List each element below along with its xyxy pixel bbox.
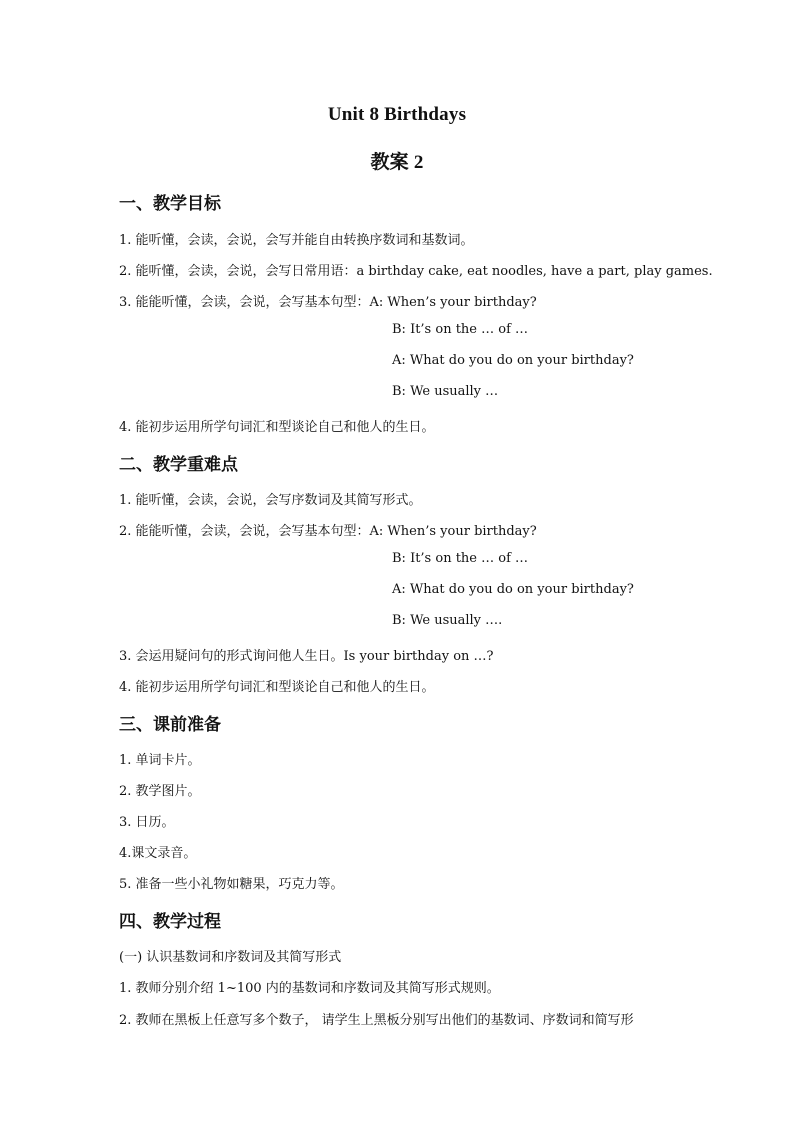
key-point-line-1: 1. 能听懂，会读，会说，会写序数词及其简写形式。 — [119, 493, 422, 508]
procedure-line-1: 1. 教师分别介绍 1~100 内的基数词和序数词及其简写形式规则。 — [119, 981, 500, 996]
key-point-line-2-b: B: It’s on the … of … — [392, 551, 529, 566]
section-heading-key-points: 二、教学重难点 — [119, 455, 238, 475]
key-point-line-2-c: A: What do you do on your birthday? — [392, 582, 634, 597]
objective-line-3: 3. 能能听懂，会读，会说，会写基本句型：A: When’s your birthday? — [119, 295, 537, 310]
preparation-line-3: 3. 日历。 — [119, 815, 175, 830]
key-point-line-3: 3. 会运用疑问句的形式询问他人生日。Is your birthday on …? — [119, 649, 494, 664]
key-point-line-4: 4. 能初步运用所学句词汇和型谈论自己和他人的生日。 — [119, 680, 435, 695]
preparation-line-5: 5. 准备一些小礼物如糖果，巧克力等。 — [119, 877, 344, 892]
objective-line-1: 1. 能听懂，会读，会说，会写并能自由转换序数词和基数词。 — [119, 233, 474, 248]
objective-line-2: 2. 能听懂，会读，会说，会写日常用语：a birthday cake, eat noodles, have a part, play games. — [119, 264, 713, 279]
preparation-line-4: 4.课文录音。 — [119, 846, 197, 861]
key-point-line-2-d: B: We usually …. — [392, 613, 503, 628]
objective-line-3-d: B: We usually … — [392, 384, 499, 399]
key-point-line-2: 2. 能能听懂，会读，会说，会写基本句型：A: When’s your birthday? — [119, 524, 537, 539]
procedure-subheading-1: (一) 认识基数词和序数词及其简写形式 — [119, 950, 342, 965]
objective-line-3-b: B: It’s on the … of … — [392, 322, 529, 337]
section-heading-objectives: 一、教学目标 — [119, 194, 221, 214]
preparation-line-2: 2. 教学图片。 — [119, 784, 201, 799]
preparation-line-1: 1. 单词卡片。 — [119, 753, 201, 768]
objective-line-3-c: A: What do you do on your birthday? — [392, 353, 634, 368]
procedure-line-2: 2. 教师在黑板上任意写多个数子， 请学生上黑板分别写出他们的基数词、序数词和简写形 — [119, 1013, 634, 1028]
document-title: Unit 8 Birthdays — [327, 104, 467, 125]
section-heading-preparation: 三、课前准备 — [119, 715, 221, 735]
document-subtitle: 教案 2 — [370, 152, 424, 173]
objective-line-4: 4. 能初步运用所学句词汇和型谈论自己和他人的生日。 — [119, 420, 435, 435]
section-heading-procedure: 四、教学过程 — [119, 912, 221, 932]
